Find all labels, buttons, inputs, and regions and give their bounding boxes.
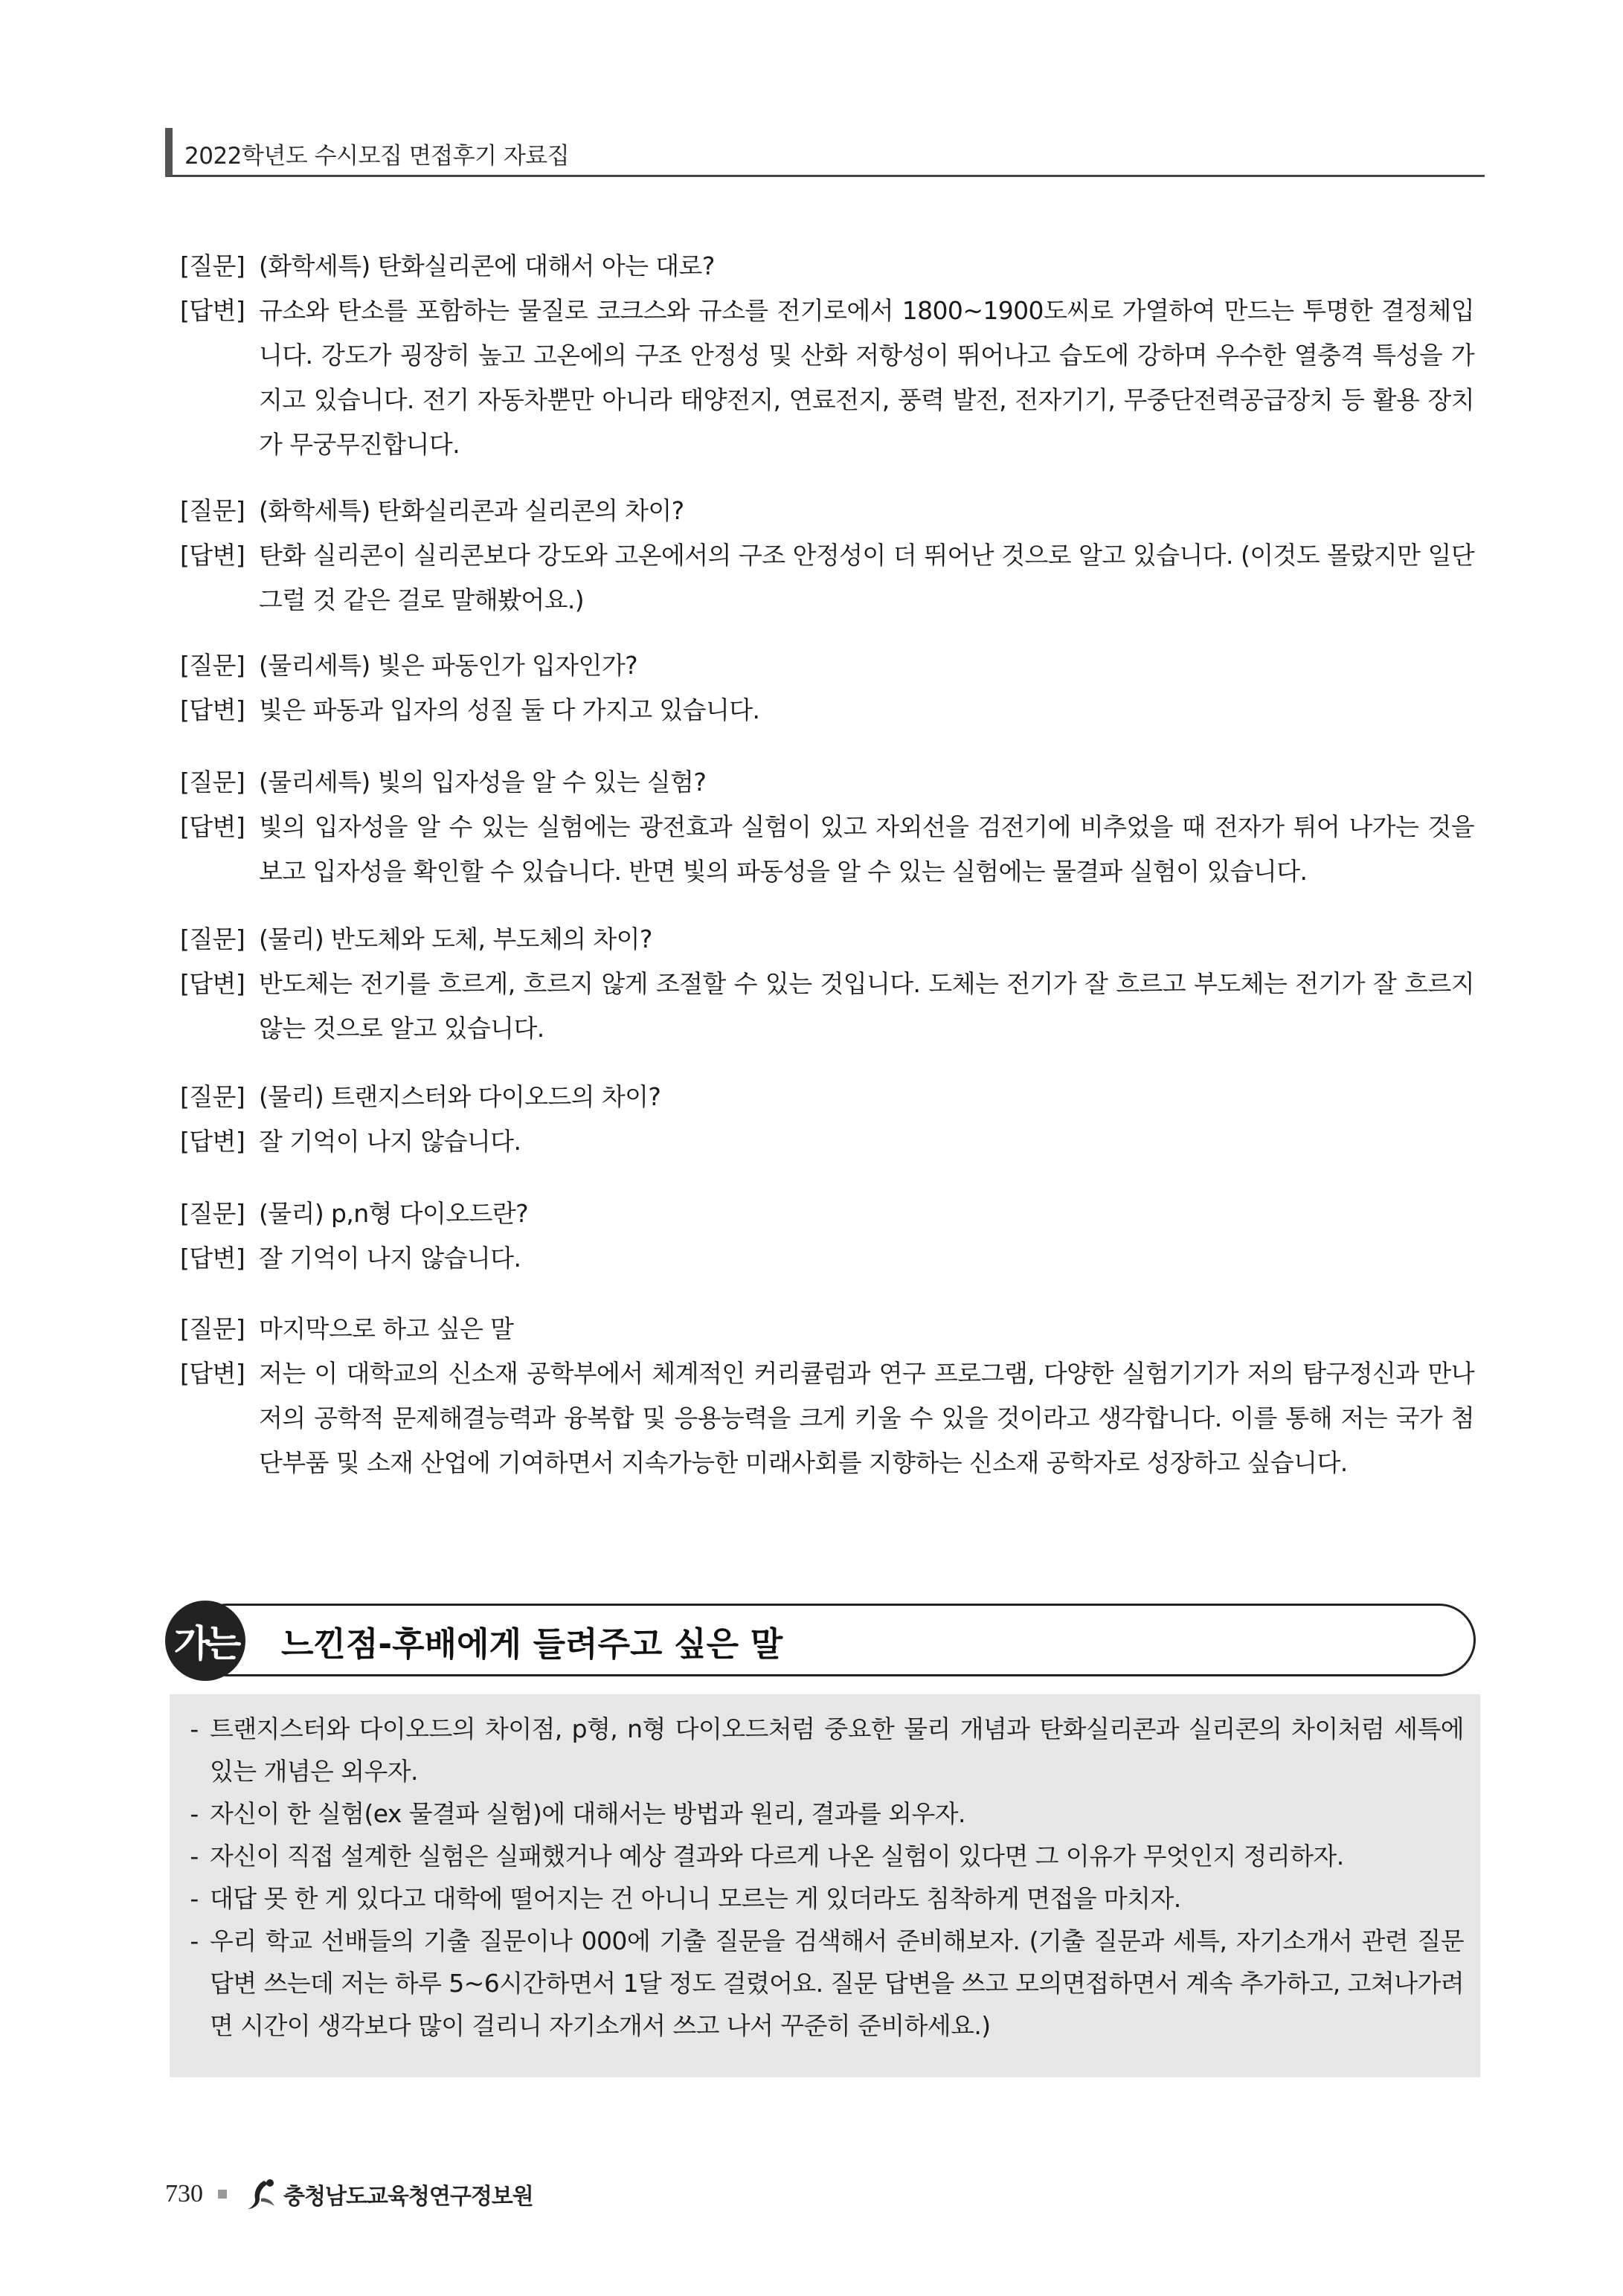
answer-tag: [답변]	[180, 1127, 245, 1156]
answer-tag: [답변]	[180, 541, 245, 570]
answer-tag: [답변]	[180, 969, 245, 998]
answer-text: 잘 기억이 나지 않습니다.	[259, 1244, 521, 1273]
question-text: 마지막으로 하고 싶은 말	[259, 1314, 514, 1343]
answer-tag: [답변]	[180, 695, 245, 724]
question-text: (물리) 반도체와 도체, 부도체의 차이?	[259, 924, 652, 954]
list-item	[179, 1835, 1464, 1877]
list-item	[179, 1708, 1464, 1792]
page-number: 730	[165, 2180, 203, 2207]
qa-block-6	[180, 1075, 1474, 1164]
answer-text: 규소와 탄소를 포함하는 물질로 코크스와 규소를 전기로에서 1800~1900도씨로 가열하여 만드는 투명한 결정체입니다. 강도가 굉장히 높고 고온에의 구조 안정성 및 산화 저항성이 뛰어나고 습도에 강하며 우수한 열충격 특성을 가지고 있습니다. 전기 자동차뿐만 아니라 태양전지, 연료전지, 풍력 발전, 전자기기, 무중단전력공급장치 등 활용 장치가 무궁무진합니다.	[259, 296, 1474, 459]
question-tag: [질문]	[180, 768, 245, 797]
tip-text: 대답 못 한 게 있다고 대학에 떨어지는 건 아니니 모르는 게 있더라도 침착하게 면접을 마치자.	[210, 1884, 1181, 1913]
qa-block-3	[180, 643, 1474, 733]
question-tag: [질문]	[180, 251, 245, 280]
bullet-dash: -	[190, 1714, 199, 1743]
list-item	[179, 1792, 1464, 1835]
page-footer	[165, 2172, 533, 2216]
answer-tag: [답변]	[180, 296, 245, 325]
question-text: (화학세특) 탄화실리콘에 대해서 아는 대로?	[259, 251, 715, 280]
answer-text: 탄화 실리콘이 실리콘보다 강도와 고온에서의 구조 안정성이 더 뛰어난 것으로 알고 있습니다. (이것도 몰랐지만 일단 그럴 것 같은 걸로 말해봤어요.)	[259, 541, 1474, 614]
question-tag: [질문]	[180, 1199, 245, 1228]
question-text: (물리세특) 빛은 파동인가 입자인가?	[259, 651, 638, 680]
tip-text: 트랜지스터와 다이오드의 차이점, p형, n형 다이오드처럼 중요한 물리 개념과 탄화실리콘과 실리콘의 차이처럼 세특에 있는 개념은 외우자.	[210, 1714, 1464, 1786]
answer-text: 빛은 파동과 입자의 성질 둘 다 가지고 있습니다.	[259, 695, 760, 724]
answer-text: 저는 이 대학교의 신소재 공학부에서 체계적인 커리큘럼과 연구 프로그램, 다양한 실험기기가 저의 탐구정신과 만나 저의 공학적 문제해결능력과 융복합 및 응용능력을 크게 키울 수 있을 것이라고 생각합니다. 이를 통해 저는 국가 첨단부품 및 소재 산업에 기여하면서 지속가능한 미래사회를 지향하는 신소재 공학자로 성장하고 싶습니다.	[259, 1359, 1474, 1477]
qa-block-7	[180, 1192, 1474, 1281]
qa-block-4	[180, 760, 1474, 894]
section-title: 느낀점-후배에게 들려주고 싶은 말	[281, 1624, 783, 1664]
answer-tag: [답변]	[180, 1244, 245, 1273]
qa-block-1	[180, 244, 1474, 467]
list-item	[179, 1877, 1464, 1920]
tips-box	[170, 1694, 1480, 2077]
answer-tag: [답변]	[180, 812, 245, 841]
bullet-dash: -	[190, 1884, 199, 1913]
bullet-dash: -	[190, 1799, 199, 1828]
question-tag: [질문]	[180, 1314, 245, 1343]
section-badge: 가는	[165, 1601, 245, 1681]
question-text: (물리) p,n형 다이오드란?	[259, 1199, 529, 1228]
question-text: (물리세특) 빛의 입자성을 알 수 있는 실험?	[259, 768, 707, 797]
tip-text: 자신이 한 실험(ex 물결파 실험)에 대해서는 방법과 원리, 결과를 외우자.	[210, 1799, 965, 1828]
separator-square-icon	[218, 2190, 227, 2199]
bullet-dash: -	[190, 1842, 199, 1871]
list-item	[179, 1920, 1464, 2047]
qa-block-8	[180, 1307, 1474, 1485]
qa-block-2	[180, 489, 1474, 623]
qa-block-5	[180, 917, 1474, 1051]
answer-text: 빛의 입자성을 알 수 있는 실험에는 광전효과 실험이 있고 자외선을 검전기에 비추었을 때 전자가 튀어 나가는 것을 보고 입자성을 확인할 수 있습니다. 반면 빛의 파동성을 알 수 있는 실험에는 물결파 실험이 있습니다.	[259, 812, 1474, 886]
tip-text: 우리 학교 선배들의 기출 질문이나 000에 기출 질문을 검색해서 준비해보자. (기출 질문과 세특, 자기소개서 관련 질문 답변 쓰는데 저는 하루 5~6시간하면서 1달 정도 걸렸어요. 질문 답변을 쓰고 모의면접하면서 계속 추가하고, 고쳐나가려면 시간이 생각보다 많이 걸리니 자기소개서 쓰고 나서 꾸준히 준비하세요.)	[210, 1926, 1464, 2040]
ribbon-logo-icon	[243, 2176, 279, 2212]
question-text: (물리) 트랜지스터와 다이오드의 차이?	[259, 1082, 661, 1111]
section-header	[165, 1601, 1476, 1681]
header-title: 2022학년도 수시모집 면접후기 자료집	[184, 143, 570, 170]
tip-text: 자신이 직접 설계한 실험은 실패했거나 예상 결과와 다르게 나온 실험이 있다면 그 이유가 무엇인지 정리하자.	[210, 1842, 1344, 1871]
question-text: (화학세특) 탄화실리콘과 실리콘의 차이?	[259, 496, 684, 525]
running-header	[165, 128, 1485, 177]
question-tag: [질문]	[180, 1082, 245, 1111]
question-tag: [질문]	[180, 651, 245, 680]
org-name: 충청남도교육청연구정보원	[283, 2184, 533, 2210]
answer-text: 반도체는 전기를 흐르게, 흐르지 않게 조절할 수 있는 것입니다. 도체는 전기가 잘 흐르고 부도체는 전기가 잘 흐르지 않는 것으로 알고 있습니다.	[259, 969, 1474, 1043]
answer-text: 잘 기억이 나지 않습니다.	[259, 1127, 521, 1156]
question-tag: [질문]	[180, 924, 245, 954]
answer-tag: [답변]	[180, 1359, 245, 1388]
bullet-dash: -	[190, 1926, 199, 1955]
question-tag: [질문]	[180, 496, 245, 525]
